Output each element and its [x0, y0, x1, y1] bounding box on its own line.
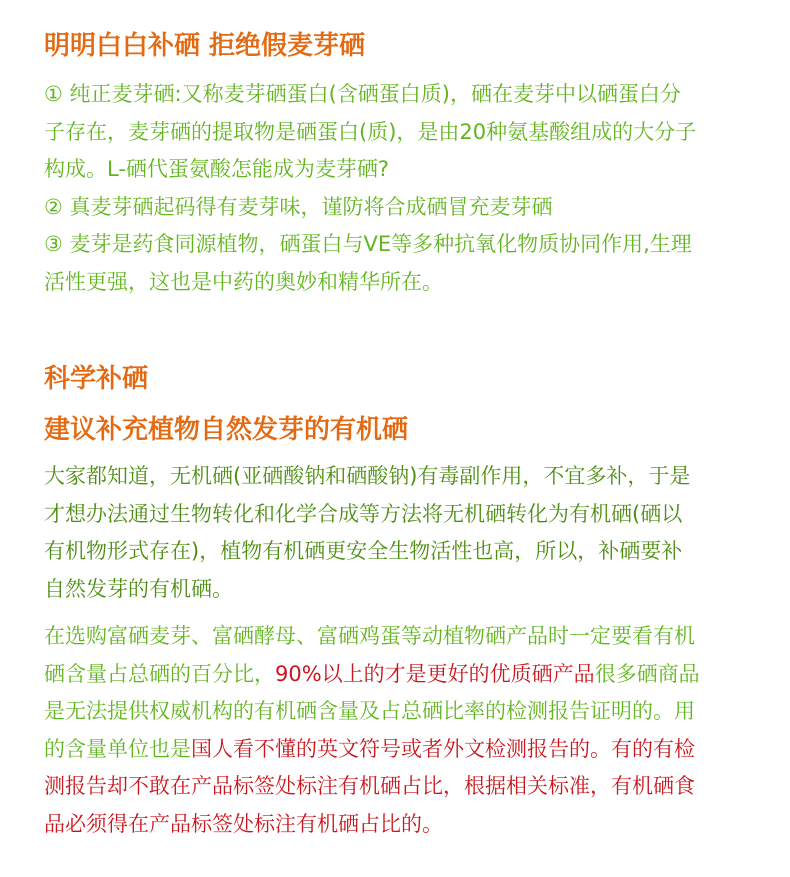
paragraph-line: 品必须得在产品标签处标注有机硒占比的。	[44, 811, 443, 836]
paragraph-line	[44, 731, 760, 769]
section1-line: ② 真麦芽硒起码得有麦芽味，谨防将合成硒冒充麦芽硒	[44, 194, 553, 219]
section1-line: 子存在，麦芽硒的提取物是硒蛋白(质)，是由20种氨基酸组成的大分子	[44, 119, 697, 144]
text-run: 硒含量占总硒的百分比，	[44, 661, 275, 686]
text-run: 的含量单位也是	[44, 736, 191, 761]
section1-line: ③ 麦芽是药食同源植物，硒蛋白与VE等多种抗氧化物质协同作用,生理	[44, 232, 692, 256]
section2-title: 科学补硒	[44, 364, 149, 394]
section2-subtitle: 建议补充植物自然发芽的有机硒	[44, 415, 409, 445]
paragraph-line: 自然发芽的有机硒。	[44, 576, 233, 601]
section1-body	[44, 76, 760, 301]
paragraph-line: 才想办法通过生物转化和化学合成等方法将无机硒转化为有机硒(硒以	[44, 501, 683, 526]
paragraph-line: 在选购富硒麦芽、富硒酵母、富硒鸡蛋等动植物硒产品时一定要看有机	[44, 624, 695, 648]
paragraph-line: 是无法提供权威机构的有机硒含量及占总硒比率的检测报告证明的。用	[44, 699, 695, 723]
emphasis-text: 国人看不懂的英文符号或者外文检测报告的。有的有检	[191, 736, 695, 761]
section1-line: 构成。L-硒代蛋氨酸怎能成为麦芽硒?	[44, 157, 390, 181]
section2-paragraph-2	[44, 618, 760, 843]
emphasis-text: 90%以上的才是更好的优质硒产品	[275, 661, 595, 686]
paragraph-line	[44, 656, 760, 694]
paragraph-line: 大家都知道，无机硒(亚硒酸钠和硒酸钠)有毒副作用，不宜多补，于是	[44, 464, 691, 488]
text-run: 很多硒商品	[594, 661, 700, 686]
paragraph-line: 测报告却不敢在产品标签处标注有机硒占比，根据相关标准，有机硒食	[44, 774, 695, 798]
paragraph-line: 有机物形式存在)，植物有机硒更安全生物活性也高，所以，补硒要补	[44, 539, 683, 563]
section1-line: ① 纯正麦芽硒:又称麦芽硒蛋白(含硒蛋白质)，硒在麦芽中以硒蛋白分	[44, 82, 681, 106]
section1-line: 活性更强，这也是中药的奥妙和精华所在。	[44, 269, 443, 294]
section1-title: 明明白白补硒 拒绝假麦芽硒	[44, 31, 366, 61]
section2-paragraph-1	[44, 458, 760, 608]
